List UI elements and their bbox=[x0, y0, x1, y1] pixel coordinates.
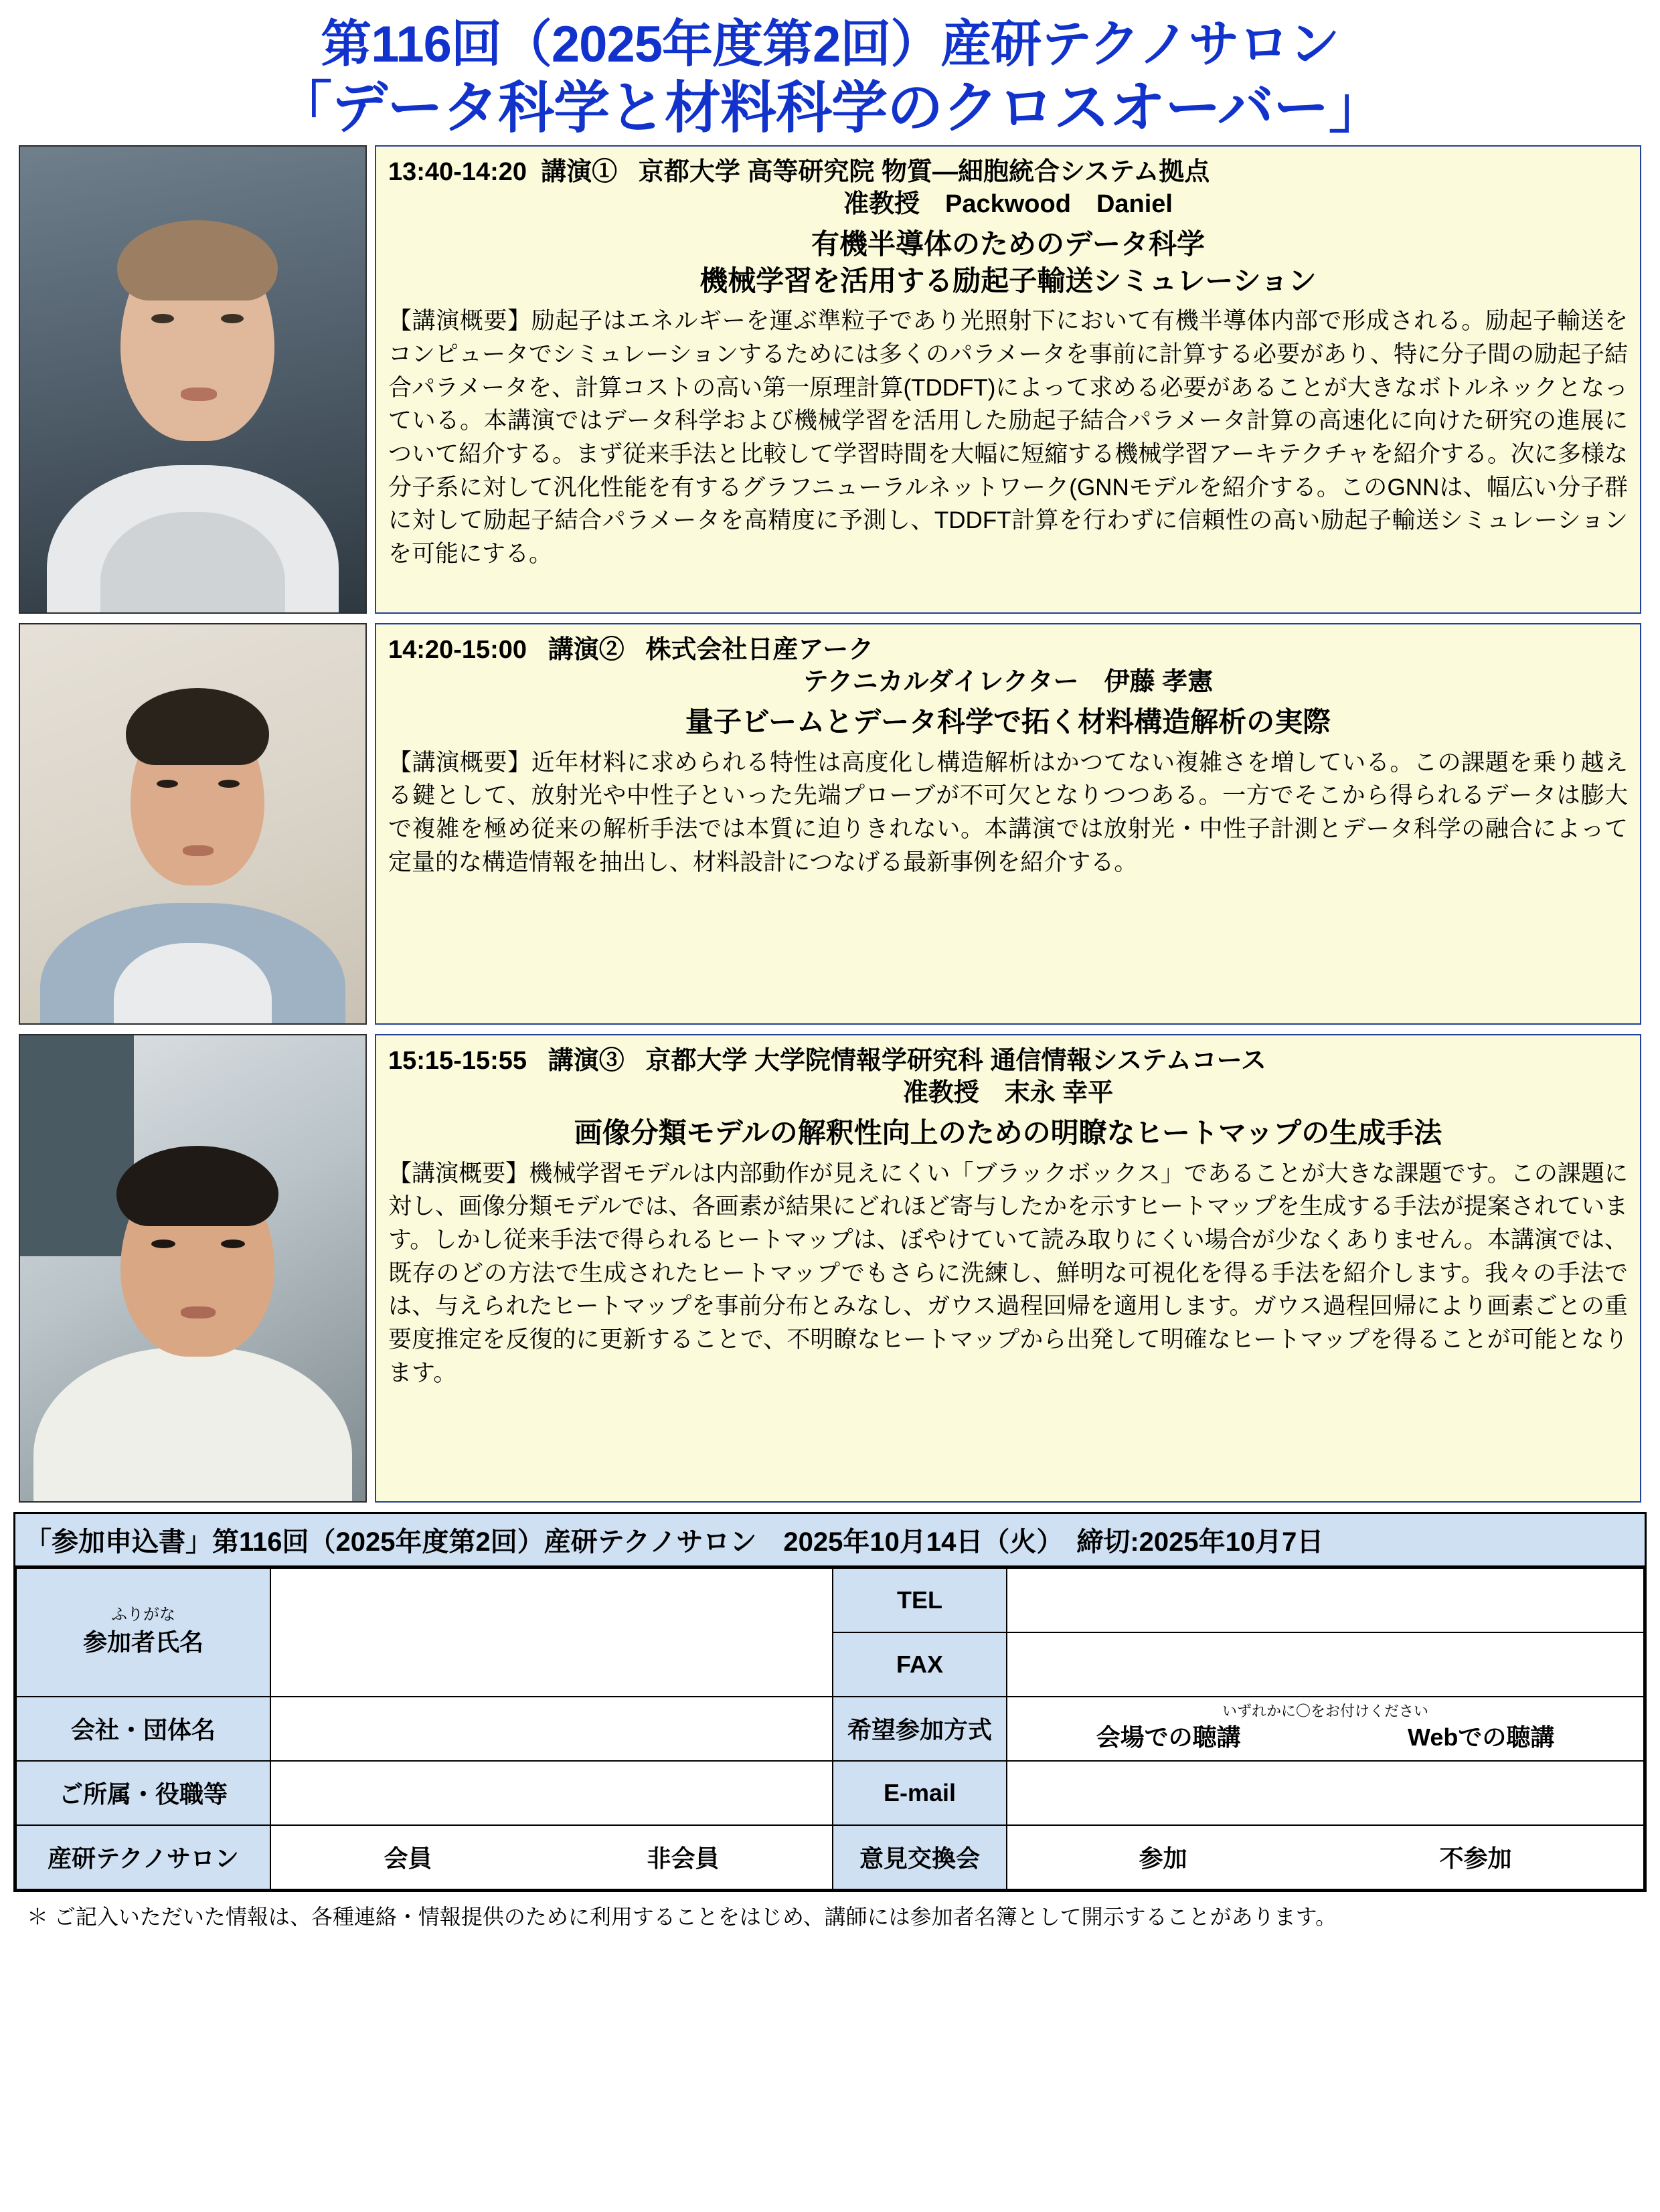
session-time: 15:15-15:55 bbox=[388, 1046, 527, 1075]
form-header: 「参加申込書」第116回（2025年度第2回）産研テクノサロン 2025年10月14日（火） 締切:2025年10月7日 bbox=[15, 1514, 1645, 1567]
company-input[interactable] bbox=[270, 1697, 833, 1761]
dept-input[interactable] bbox=[270, 1761, 833, 1825]
speaker-photo-2 bbox=[19, 623, 367, 1025]
session-abstract: 【講演概要】励起子はエネルギーを運ぶ準粒子であり光照射下において有機半導体内部で形成される。励起子輸送をコンピュータでシミュレーションするためには多くのパラメータを事前に計算する必要があり、特に分子間の励起子結合パラメータを、計算コストの高い第一原理計算(TDDFT)によって求める必要があることが大きなボトルネックとなっている。本講演ではデータ科学および機械学習を活用した励起子結合パラメータ計算の高速化に向けた研究の進展について紹介する。まず従来手法と比較して学習時間を大幅に短縮する機械学習アーキテクチャを紹介する。次に多様な分子系に対して汎化性能を有するグラフニューラルネットワーク(GNNモデルを紹介する。このGNNは、幅広い分子群に対して励起子結合パラメータを高精度に予測し、TDDFT計算を行わずに信頼性の高い励起子輸送シミュレーションを可能にする。 bbox=[388, 308, 1628, 568]
session-speaker: テクニカルダイレクター 伊藤 孝憲 bbox=[803, 668, 1214, 697]
session-item bbox=[19, 145, 1641, 614]
name-furigana-label: ふりがな bbox=[111, 1606, 175, 1624]
table-row bbox=[16, 1697, 1644, 1761]
session-head-3 bbox=[388, 1045, 1628, 1110]
name-input[interactable] bbox=[270, 1568, 833, 1697]
table-row bbox=[16, 1825, 1644, 1889]
page-title-line-1: 第116回（2025年度第2回）産研テクノサロン bbox=[321, 16, 1339, 73]
attend-method-options bbox=[1007, 1697, 1644, 1761]
privacy-note: ＊ ご記入いただいた情報は、各種連絡・情報提供のために利用することをはじめ、講師には参加者名簿として開示することがあります。 bbox=[27, 1904, 1337, 1929]
session-label: 講演① bbox=[541, 157, 618, 186]
session-speaker: 准教授 Packwood Daniel bbox=[843, 190, 1173, 219]
fax-label: FAX bbox=[833, 1632, 1007, 1697]
speaker-photo-3 bbox=[19, 1034, 367, 1503]
session-talk-title bbox=[388, 226, 1628, 299]
session-label: 講演② bbox=[548, 635, 625, 664]
session-abstract: 【講演概要】近年材料に求められる特性は高度化し構造解析はかつてない複雑さを増している。この課題を乗り越える鍵として、放射光や中性子といった先端プローブが不可欠となりつつある。一方でそこから得られるデータは膨大で複雑を極め従来の解析手法では本質に迫りきれない。本講演では放射光・中性子計測とデータ科学の融合によって定量的な構造情報を抽出し、材料設計につなげる最新事例を紹介する。 bbox=[388, 749, 1628, 875]
table-row bbox=[16, 1568, 1644, 1632]
salon-label: 産研テクノサロン bbox=[16, 1825, 270, 1889]
session-card-3 bbox=[375, 1034, 1641, 1503]
attend-option-web[interactable]: Webでの聴講 bbox=[1407, 1723, 1555, 1752]
form-table bbox=[15, 1567, 1645, 1890]
session-affiliation: 株式会社日産アーク bbox=[645, 635, 874, 664]
exchange-options bbox=[1007, 1825, 1644, 1889]
session-affiliation: 京都大学 大学院情報学研究科 通信情報システムコース bbox=[645, 1046, 1266, 1075]
session-head-2 bbox=[388, 634, 1628, 699]
tel-input[interactable] bbox=[1007, 1568, 1644, 1632]
session-time: 14:20-15:00 bbox=[388, 635, 527, 664]
page-title-line-2: 「データ科学と材料科学のクロスオーバー」 bbox=[276, 76, 1384, 139]
talk-title-line: 有機半導体のためのデータ科学 bbox=[811, 228, 1205, 260]
session-item bbox=[19, 623, 1641, 1025]
session-card-1 bbox=[375, 145, 1641, 614]
table-row bbox=[16, 1761, 1644, 1825]
session-item bbox=[19, 1034, 1641, 1503]
tel-label: TEL bbox=[833, 1568, 1007, 1632]
session-talk-title bbox=[388, 704, 1628, 741]
session-list bbox=[0, 145, 1660, 1503]
company-label: 会社・団体名 bbox=[16, 1697, 270, 1761]
attend-method-label: 希望参加方式 bbox=[833, 1697, 1007, 1761]
session-abstract: 【講演概要】機械学習モデルは内部動作が見えにくい「ブラックボックス」であることが大きな課題です。この課題に対し、画像分類モデルでは、各画素が結果にどれほど寄与したかを示すヒートマップを生成する手法が提案されています。しかし従来手法で得られるヒートマップは、ぼやけていて読み取りにくい場合が少なくありません。本講演では、既存のどの方法で生成されたヒートマップでもさらに洗練し、鮮明な可視化を得る手法を紹介します。我々の手法では、与えられたヒートマップを事前分布とみなし、ガウス過程回帰を適用します。ガウス過程回帰により画素ごとの重要度推定を反復的に更新することで、不明瞭なヒートマップから出発して明確なヒートマップを得ることが可能となります。 bbox=[388, 1160, 1628, 1386]
talk-title-line: 画像分類モデルの解釈性向上のための明瞭なヒートマップの生成手法 bbox=[574, 1117, 1442, 1149]
attend-option-venue[interactable]: 会場での聴講 bbox=[1096, 1723, 1241, 1752]
talk-title-line: 機械学習を活用する励起子輸送シミュレーション bbox=[699, 264, 1317, 296]
dept-label: ご所属・役職等 bbox=[16, 1761, 270, 1825]
salon-options bbox=[270, 1825, 833, 1889]
exchange-option-absent[interactable]: 不参加 bbox=[1439, 1845, 1512, 1873]
session-talk-title bbox=[388, 1115, 1628, 1152]
talk-title-line: 量子ビームとデータ科学で拓く材料構造解析の実際 bbox=[685, 706, 1331, 738]
session-card-2 bbox=[375, 623, 1641, 1025]
email-input[interactable] bbox=[1007, 1761, 1644, 1825]
page-title bbox=[0, 0, 1660, 145]
session-speaker: 准教授 末永 幸平 bbox=[902, 1079, 1114, 1108]
name-label-cell bbox=[16, 1568, 270, 1697]
session-head-1 bbox=[388, 156, 1628, 221]
email-label: E-mail bbox=[833, 1761, 1007, 1825]
salon-option-member[interactable]: 会員 bbox=[384, 1845, 432, 1873]
session-time: 13:40-14:20 bbox=[388, 157, 527, 186]
name-label: 参加者氏名 bbox=[82, 1628, 203, 1656]
session-affiliation: 京都大学 高等研究院 物質―細胞統合システム拠点 bbox=[638, 157, 1210, 186]
application-form bbox=[13, 1512, 1647, 1892]
fax-input[interactable] bbox=[1007, 1632, 1644, 1697]
speaker-photo-1 bbox=[19, 145, 367, 614]
exchange-label: 意見交換会 bbox=[833, 1825, 1007, 1889]
salon-option-nonmember[interactable]: 非会員 bbox=[647, 1845, 720, 1873]
session-label: 講演③ bbox=[548, 1046, 625, 1075]
attend-method-note: いずれかに〇をお付けください bbox=[1222, 1703, 1428, 1720]
exchange-option-attend[interactable]: 参加 bbox=[1139, 1845, 1187, 1873]
